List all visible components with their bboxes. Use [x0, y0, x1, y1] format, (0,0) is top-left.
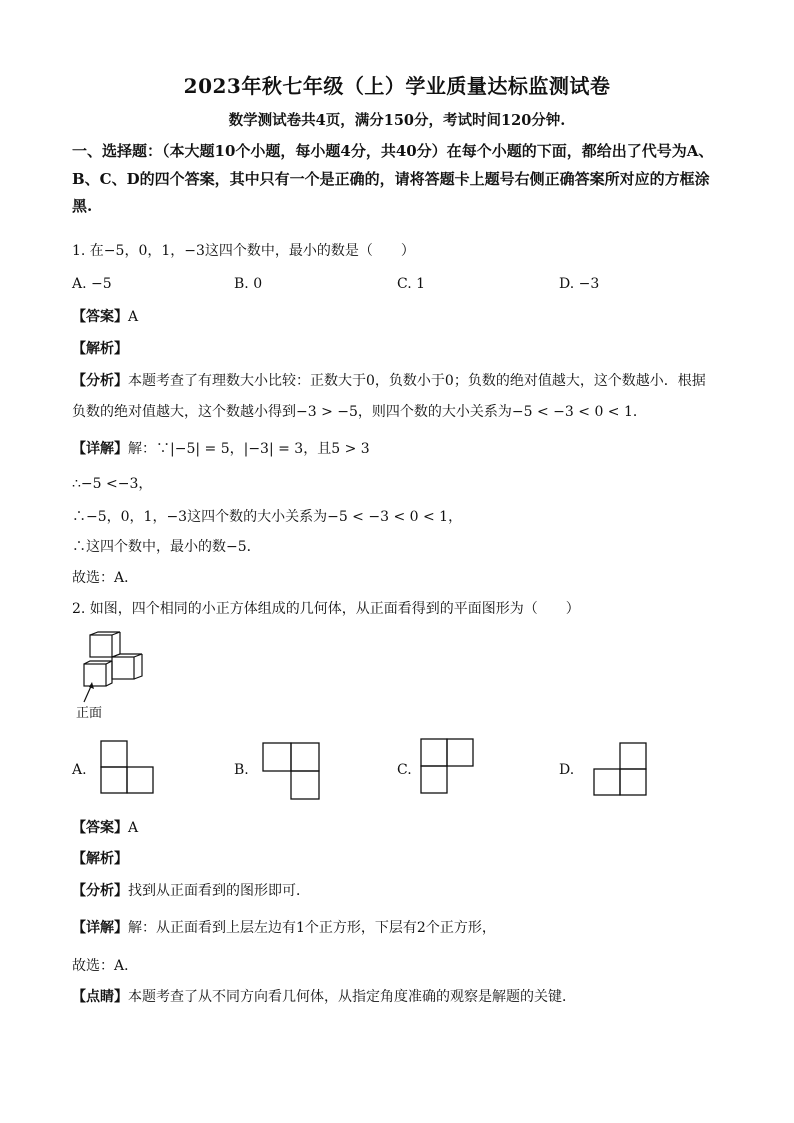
detail-text: 解：从正面看到上层左边有1个正方形，下层有2个正方形， [128, 920, 496, 936]
q2-option-a-label: A. [72, 762, 87, 778]
q2-option-c-label: C. [397, 762, 412, 778]
q2-option-b-figure [262, 742, 320, 800]
q1-option-b: B. 0 [234, 276, 263, 292]
q1-detail-line2: ∴−5 <−3， [72, 476, 153, 492]
q1-detail-line3: ∴−5，0，1，−3这四个数的大小关系为−5 < −3 < 0 < 1， [72, 509, 463, 525]
q1-fenxi-line2: 负数的绝对值越大，这个数越小得到−3 > −5，则四个数的大小关系为−5 < −3 < 0 < 1． [72, 404, 647, 420]
section-heading: 一、选择题：（本大题10个小题，每小题4分，共40分）在每个小题的下面，都给出了代号为A、B、C、D的四个答案，其中只有一个是正确的，请将答题卡上题号右侧正确答案所对应的方框涂黑. [72, 142, 714, 215]
front-label: 正面 [76, 706, 103, 721]
answer-tag: 【答案】 [72, 820, 128, 836]
fenxi-tag: 【分析】 [72, 883, 128, 899]
fenxi-text: 本题考查了有理数大小比较：正数大于0，负数小于0；负数的绝对值越大，这个数越小．根据 [128, 373, 706, 389]
answer-tag: 【答案】 [72, 309, 128, 325]
q1-analysis-tag: 【解析】 [72, 341, 128, 357]
q1-option-d: D. −3 [559, 276, 600, 292]
q2-answer [72, 817, 138, 837]
q2-option-c-figure [420, 738, 474, 794]
q2-fenxi [72, 880, 310, 900]
q1-answer [72, 306, 138, 326]
front-arrow [80, 680, 100, 704]
q1-fenxi-line1 [72, 370, 706, 390]
q1-stem: 1. 在−5，0，1，−3这四个数中，最小的数是（ ） [72, 243, 415, 259]
q2-option-a-figure [100, 740, 154, 794]
answer-value: A [128, 309, 139, 325]
page-title: 2023年秋七年级（上）学业质量达标监测试卷 [183, 74, 611, 98]
q1-conclusion: 故选：A． [72, 570, 139, 586]
detail-tag: 【详解】 [72, 441, 128, 457]
q1-option-a: A. −5 [72, 276, 112, 292]
fenxi-tag: 【分析】 [72, 373, 128, 389]
detail-tag: 【详解】 [72, 920, 128, 936]
comment-text: 本题考查了从不同方向看几何体，从指定角度准确的观察是解题的关键． [128, 989, 576, 1005]
q2-analysis-tag: 【解析】 [72, 851, 128, 867]
q1-detail-line1 [72, 438, 370, 458]
comment-tag: 【点睛】 [72, 989, 128, 1005]
page-subtitle: 数学测试卷共4页，满分150分，考试时间120分钟. [228, 112, 566, 129]
q2-stem: 2. 如图，四个相同的小正方体组成的几何体，从正面看得到的平面图形为（ ） [72, 601, 580, 617]
fenxi-text: 找到从正面看到的图形即可． [128, 883, 310, 899]
q2-detail [72, 917, 496, 937]
q1-detail-line4: ∴这四个数中，最小的数−5． [72, 539, 261, 555]
q2-conclusion: 故选：A． [72, 958, 139, 974]
answer-value: A [128, 820, 139, 836]
q2-option-d-label: D. [559, 762, 575, 778]
q2-option-b-label: B. [234, 762, 249, 778]
q2-option-d-figure [593, 742, 647, 796]
q2-comment [72, 986, 576, 1006]
detail-text: 解：∵|−5| = 5，|−3| = 3，且5 > 3 [128, 441, 370, 457]
q1-option-c: C. 1 [397, 276, 426, 292]
